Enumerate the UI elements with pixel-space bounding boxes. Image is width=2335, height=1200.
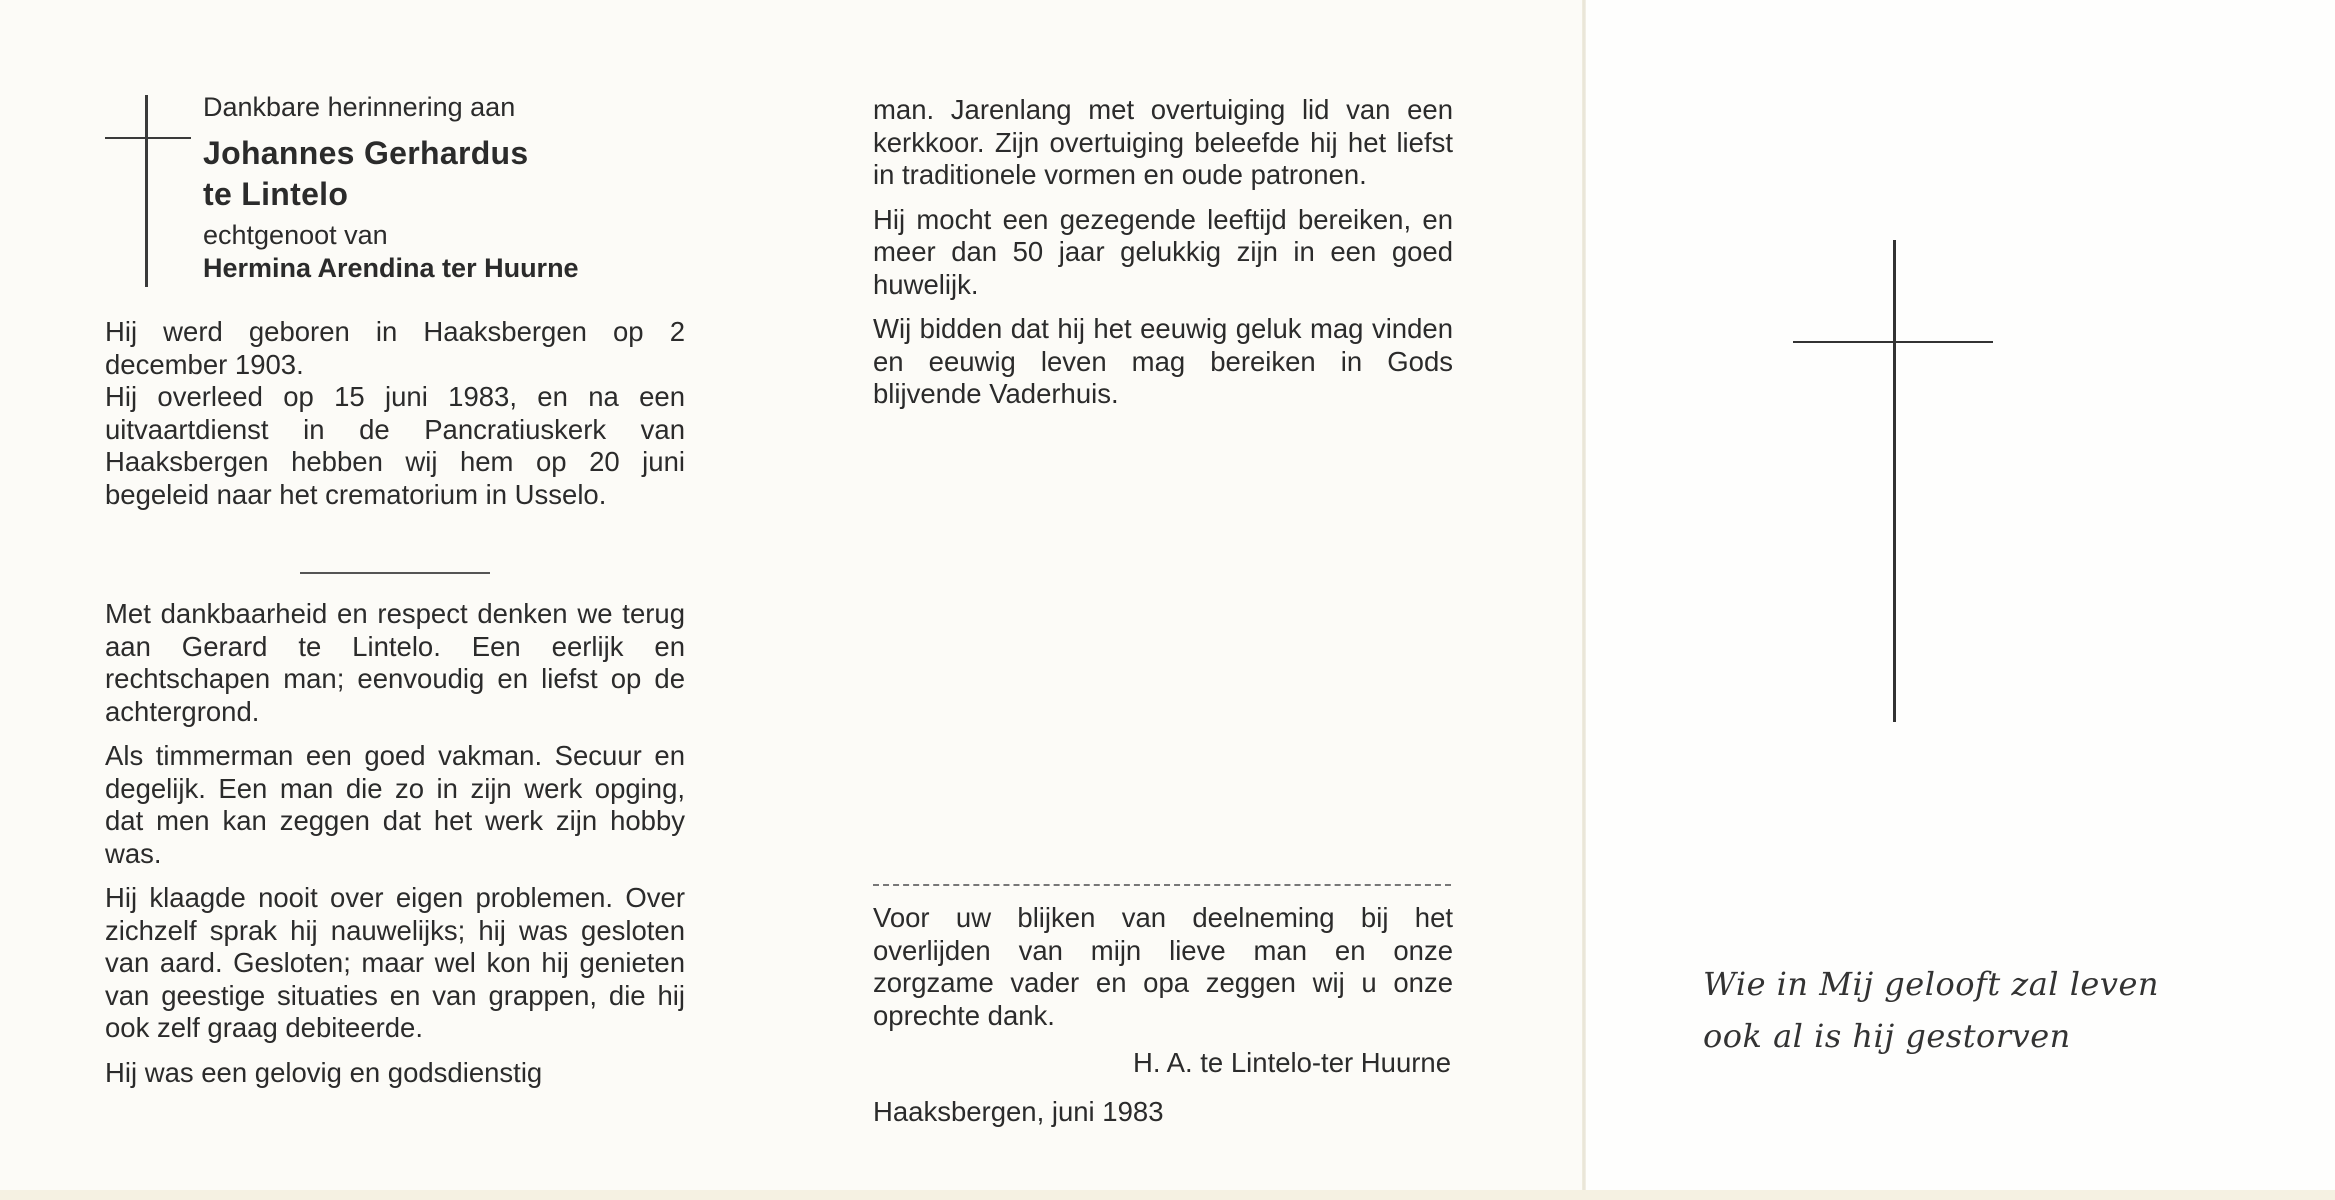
col2-p1: man. Jarenlang met overtuiging lid van een kerkkoor. Zijn overtuiging beleefde hij het liefst in traditionele vormen en oude patronen. [873,94,1453,190]
name-line-2: te Lintelo [203,176,349,212]
quote-line-1: Wie in Mij gelooft zal leven [1703,965,2159,1003]
card-bottom-edge [0,1190,2335,1200]
birth-paragraph [105,316,685,511]
col1-p4: Als timmerman een goed vakman. Secuur en degelijk. Een man die zo in zijn werk opging, dat men kan zeggen dat het werk zijn hobby was. [105,740,685,869]
thanks-paragraph: Voor uw blijken van deelneming bij het overlijden van mijn lieve man en onze zorgzame vader en opa zeggen wij u onze oprechte dank. [873,902,1453,1031]
column-2-text [873,94,1453,411]
small-cross-icon-horizontal [105,137,191,139]
col1-p3: Met dankbaarheid en respect denken we terug aan Gerard te Lintelo. Een eerlijk en rechtschapen man; eenvoudig en liefst op de achtergrond. [105,598,685,727]
spouse-name: Hermina Arendina ter Huurne [203,253,579,283]
col1-p5: Hij klaagde nooit over eigen problemen. Over zichzelf sprak hij nauwelijks; hij was gesloten van aard. Gesloten; maar wel kon hij genieten van geestige situaties en van grappen, die hij ook zelf graag debiteerde. [105,882,685,1043]
spouse-label: echtgenoot van [203,220,388,250]
large-cross-icon-horizontal [1793,341,1993,343]
large-cross-icon-vertical [1893,240,1896,722]
place-date: Haaksbergen, juni 1983 [873,1096,1164,1127]
signature: H. A. te Lintelo-ter Huurne [1133,1047,1451,1078]
short-divider [300,572,490,574]
col2-p3: Wij bidden dat hij het eeuwig geluk mag vinden en eeuwig leven mag bereiken in Gods blijvende Vaderhuis. [873,313,1453,409]
long-divider [873,884,1451,887]
col1-p6: Hij was een gelovig en godsdienstig [105,1056,543,1088]
deceased-name [203,133,529,215]
tribute-text [105,598,685,1089]
quote-line-2: ook al is hij gestorven [1703,1017,2071,1055]
col1-p2: Hij overleed op 15 juni 1983, en na een uitvaartdienst in de Pancratiuskerk van Haaksbergen hebben wij hem op 20 juni begeleid naar het crematorium in Usselo. [105,381,685,510]
col1-p1: Hij werd geboren in Haaksbergen op 2 december 1903. [105,316,685,380]
small-cross-icon-vertical [145,95,148,287]
col2-p2: Hij mocht een gezegende leeftijd bereiken, en meer dan 50 jaar gelukkig zijn in een goed huwelijk. [873,203,1453,300]
header-intro: Dankbare herinnering aan [203,92,516,122]
scripture-quote [1703,958,2159,1062]
name-line-1: Johannes Gerhardus [203,135,529,171]
